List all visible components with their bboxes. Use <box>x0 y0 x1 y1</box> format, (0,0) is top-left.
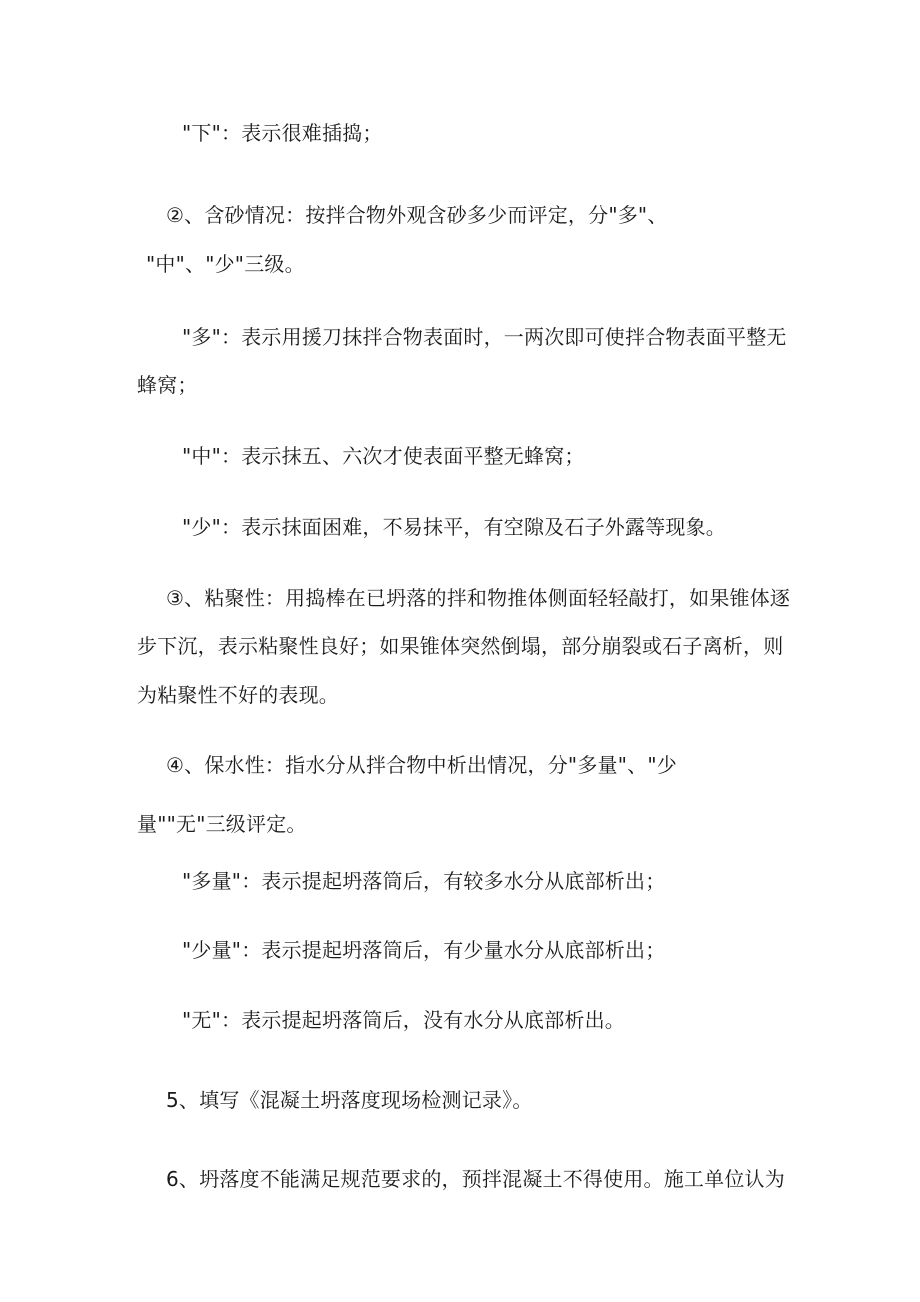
text-line-cohesion-cont1: 步下沉，表示粘聚性良好；如果锥体突然倒塌，部分崩裂或石子离析，则 <box>137 634 784 658</box>
text-line-sand-many-cont: 蜂窝； <box>137 373 198 397</box>
text-line-water-retention: ④、保水性：指水分从拌合物中析出情况，分"多量"、"少 <box>166 753 677 777</box>
text-line-cohesion: ③、粘聚性：用捣棒在已坍落的拌和物推体侧面轻轻敲打，如果锥体逐 <box>166 586 791 610</box>
text-line-sand-content: ②、含砂情况：按拌合物外观含砂多少而评定，分"多"、 <box>166 203 668 227</box>
text-line-sand-many: "多"：表示用援刀抹拌合物表面时，一两次即可使拌合物表面平整无 <box>182 325 787 349</box>
text-line-item-5: 5、填写《混凝土坍落度现场检测记录》。 <box>166 1088 533 1112</box>
text-line-cohesion-cont2: 为粘聚性不好的表现。 <box>137 683 339 707</box>
text-line-item-6: 6、坍落度不能满足规范要求的，预拌混凝土不得使用。施工单位认为 <box>166 1167 785 1191</box>
text-line-water-none: "无"：表示提起坍落筒后，没有水分从底部析出。 <box>182 1008 625 1032</box>
text-line-water-little: "少量"：表示提起坍落筒后，有少量水分从底部析出； <box>182 938 666 962</box>
text-line-xia: "下"：表示很难插捣； <box>182 121 383 145</box>
text-line-water-levels: 量""无"三级评定。 <box>137 812 307 836</box>
text-line-sand-few: "少"：表示抹面困难，不易抹平，有空隙及石子外露等现象。 <box>182 515 726 539</box>
text-line-sand-levels: "中"、"少"三级。 <box>146 252 305 276</box>
text-line-sand-medium: "中"：表示抹五、六次才使表面平整无蜂窝； <box>182 444 585 468</box>
text-line-water-much: "多量"：表示提起坍落筒后，有较多水分从底部析出； <box>182 869 666 893</box>
